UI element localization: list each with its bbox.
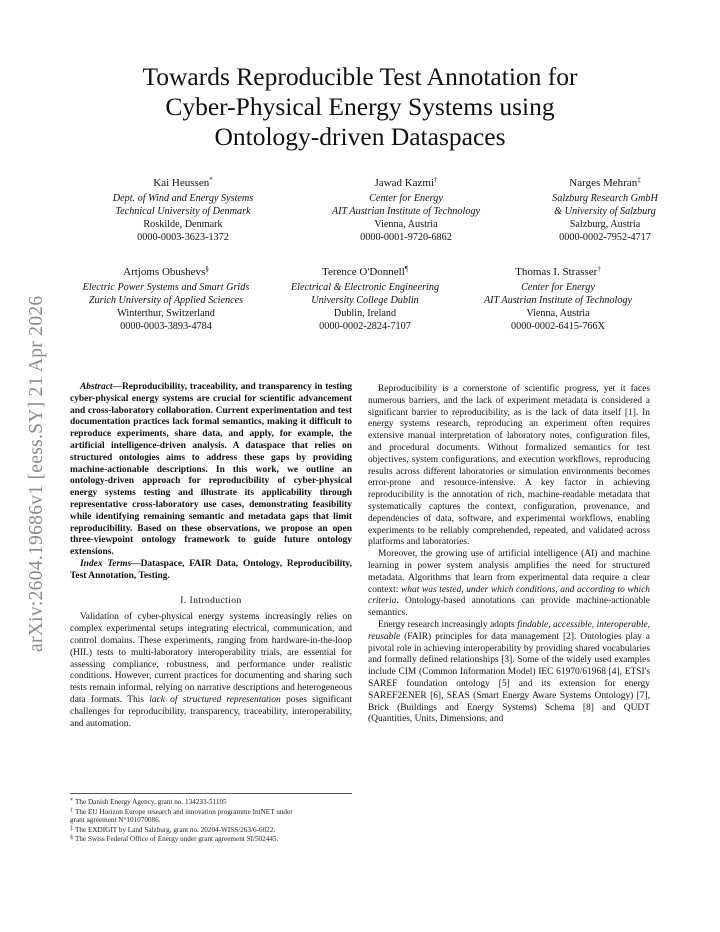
body-emphasis: what was tested, under which conditions, and according to which criteria [368,584,650,607]
footnote-mark: § [70,835,73,842]
index-terms-text: —Dataspace, FAIR Data, Ontology, Reproducibility, Test Annotation, Testing. [70,558,352,581]
intro-emphasis: lack of structured representation [149,694,281,705]
footnote-mark: * [70,798,73,804]
author-department: Electric Power Systems and Smart Grids [82,282,250,293]
intro-text: Validation of cyber-physical energy systems increasingly relies on complex experimental setups integrating electrical, communication, and control domains. These experiments, ranging from hardware-in-the-loop (HIL) tests to multi-laboratory interoperability trials, are essential for assessing compliance, robustness, and performance under realistic conditions. However, current practices for documenting and sharing such tests remain informal, relying on narrative descriptions and heterogeneous data formats. This [70,612,352,705]
footnote-text: The EXDIGIT by Land Salzburg, grant no. 20204-WISS/263/6-6022. [75,825,276,834]
author-institution: Technical University of Denmark [115,206,251,217]
arxiv-identifier-text: arXiv:2604.19686v1 [eess.SY] 21 Apr 2026 [26,295,47,652]
footnote-text: The EU Horizon Europe research and innovation programme IntNET under [75,807,293,816]
author-institution: AIT Austrian Institute of Technology [483,295,633,306]
abstract-text: —Reproducibility, traceability, and transparency in testing cyber-physical energy systems are crucial for scientific advancement and cross-laboratory collaboration. Current experimentation and test documentation practices lack formal semantics, making it difficult to reproduce experiments, share data, and apply, for example, the artificial intelligence-driven analysis. A dataspace that relies on structured ontologies aims to address these gaps by providing machine-actionable descriptions. In this work, we outline an ontology-driven approach for reproducibility of cyber-physical energy systems testing and illustrate its applicability through representative cross-laboratory use cases, demonstrating feasibility while identifying remaining semantic and metadata gaps that limit reproducibility. Based on these observations, we propose an open three-viewpoint ontology framework to guide future ontology extensions. [70,382,352,558]
author-location: Winterthur, Switzerland [117,308,215,319]
author-name: Kai Heussen [153,177,210,189]
author-mark: ¶ [404,265,408,273]
author-name: Thomas I. Strasser [515,266,598,278]
author-name: Jawad Kazmi [374,177,435,189]
footnotes [70,793,352,844]
author-institution: Zurich University of Applied Sciences [88,295,244,306]
footnote [70,797,352,807]
author-name: Narges Mehran [569,177,638,189]
author-location: Dublin, Ireland [333,308,397,319]
author-orcid: 0000-0002-6415-766X [511,321,605,332]
author-name: Terence O'Donnell [322,266,405,278]
author-block [95,176,271,244]
author-mark: ‡ [637,176,641,184]
index-terms [70,559,352,583]
footnote-mark: ‡ [70,825,73,832]
author-mark: * [209,176,213,184]
author-orcid: 0000-0003-3623-1372 [137,232,229,243]
author-block [468,265,648,333]
author-block [316,176,496,244]
abstract-label: Abstract [80,382,113,392]
body-paragraph: Reproducibility is a cornerstone of scientific progress, yet it faces numerous barriers, and the lack of experiment metadata is considered a significant barrier to reproducibility, as is the lack of data itself [1]. In energy systems research, reproducing an experiment often requires extensive manual interpretation of laboratory notes, configuration files, and procedural documents. Without formalized semantics for test objectives, system configurations, and execution workflows, reproducing results across different laboratories or simulation environments becomes error-prone and resource-intensive. A key factor in achieving reproducibility is the annotation of rich, machine-readable metadata that systematically captures the context, configuration, provenance, and dependencies of data, software, and experimental workflows, enabling experiments to be reliably comprehended, repeated, and validated across platforms and laboratories. [368,384,650,548]
body-emphasis: findable, accessible, interoperable, reusable [368,619,650,642]
author-orcid: 0000-0002-7952-4717 [559,232,651,243]
body-paragraph [368,549,650,620]
footnote-mark: † [70,807,73,814]
body-text-end: . Ontology-based annotations can provide machine-actionable semantics. [368,596,650,619]
author-location: Salzburg, Austria [569,219,641,230]
footnote-text: The Swiss Federal Office of Energy under grant agreement SI/502445. [75,835,279,844]
index-terms-label: Index Terms [80,558,132,569]
body-text-end: (FAIR) principles for data management [2]. Ontologies play a pivotal role in achieving interoperability by providing shared vocabularies and formally defined relationships [3]. Some of the widely used examples include CIM (Common Information Model) IEC 61970/61968 [4], ETSI's SAREF foundation ontology [5] and its extension for energy SAREF2ENER [6], SEAS (Smart Energy Aware Systems Ontology) [7], Brick (Buildings and Energy Systems) Schema [8] and QUDT (Quantities, Units, Dimensions, and [368,631,650,725]
author-orcid: 0000-0001-9720-6862 [360,232,452,243]
author-block [70,265,262,333]
body-text: Energy research increasingly adopts [378,619,518,630]
author-block [530,176,680,244]
author-mark: † [434,176,438,184]
title-line-1: Towards Reproducible Test Annotation for [142,62,578,91]
author-location: Vienna, Austria [526,308,590,319]
intro-paragraph [70,612,352,730]
author-block [274,265,456,333]
title-line-2: Cyber-Physical Energy Systems using [165,92,555,121]
author-mark: § [205,265,209,273]
footnote [70,807,352,817]
author-department: Dept. of Wind and Energy Systems [112,193,254,204]
right-column [368,384,650,726]
footnote-text: grant agreement N°101070086. [70,816,161,825]
author-mark: † [597,265,601,273]
abstract [70,382,352,559]
author-institution: University College Dublin [311,295,419,306]
author-location: Roskilde, Denmark [143,219,223,230]
author-department: Electrical & Electronic Engineering [290,282,440,293]
section-heading-introduction: I. Introduction [180,594,242,606]
paper-title [70,62,650,152]
author-department: Salzburg Research GmbH [552,193,658,204]
author-orcid: 0000-0003-3893-4784 [120,321,212,332]
author-department: Center for Energy [521,282,595,293]
author-location: Vienna, Austria [374,219,438,230]
author-institution: & University of Salzburg [554,206,656,217]
left-column [70,382,352,730]
body-paragraph [368,620,650,726]
footnote [70,825,352,835]
body-text: Moreover, the growing use of artificial intelligence (AI) and machine learning in power system analysis amplifies the need for structured metadata. Algorithms that learn from experimental data require a clear context: [368,549,650,595]
footnote [70,816,352,825]
footnote [70,834,352,844]
title-line-3: Ontology-driven Dataspaces [214,122,506,151]
author-name: Artjoms Obushevs [123,266,206,278]
intro-text-end: poses significant challenges for reproducibility, transparency, traceability, interoperability, and automation. [70,694,352,729]
footnote-text: The Danish Energy Agency, grant no. 134233-51105 [75,798,227,806]
author-institution: AIT Austrian Institute of Technology [331,206,481,217]
author-orcid: 0000-0002-2824-7107 [319,321,411,332]
author-department: Center for Energy [369,193,443,204]
